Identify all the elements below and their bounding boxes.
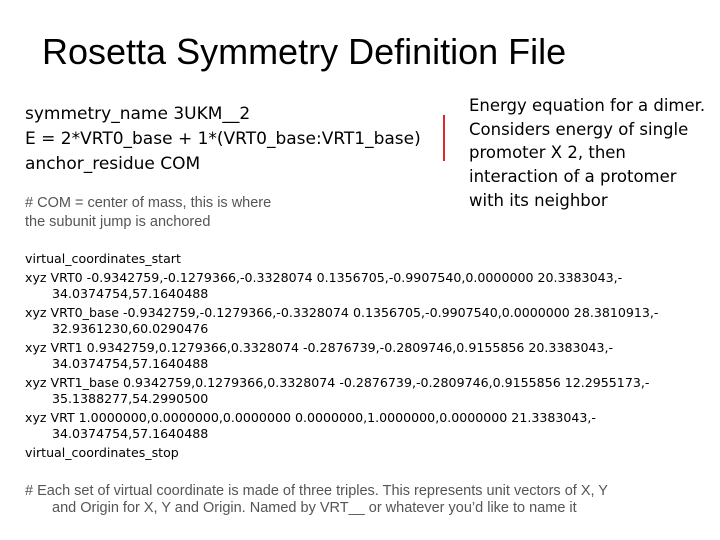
comment-line: and Origin for X, Y and Origin. Named by VRT__ or whatever you’d like to name it xyxy=(52,499,577,516)
coord-entry-line: xyz VRT0 -0.9342759,-0.1279366,-0.3328074 0.1356705,-0.9907540,0.0000000 20.3383043,- xyxy=(25,270,623,285)
coord-entry-line: xyz VRT0_base -0.9342759,-0.1279366,-0.3328074 0.1356705,-0.9907540,0.0000000 28.3810913,- xyxy=(25,305,659,320)
coord-entry-vrt1-base xyxy=(25,375,715,407)
coord-entry-continuation: 34.0374754,57.1640488 xyxy=(52,356,209,371)
symmetry-name-line: symmetry_name 3UKM__2 xyxy=(25,104,251,124)
slide-title: Rosetta Symmetry Definition File xyxy=(42,31,567,72)
coords-stop-line: virtual_coordinates_stop xyxy=(25,445,179,460)
coord-entry-continuation: 32.9361230,60.0290476 xyxy=(52,321,209,336)
annotation-divider xyxy=(443,115,445,161)
coord-entry-line: xyz VRT1 0.9342759,0.1279366,0.3328074 -0.2876739,-0.2809746,0.9155856 20.3383043,- xyxy=(25,340,614,355)
coord-entry-continuation: 34.0374754,57.1640488 xyxy=(52,286,209,301)
coord-entry-line: xyz VRT1_base 0.9342759,0.1279366,0.3328074 -0.2876739,-0.2809746,0.9155856 12.2955173,- xyxy=(25,375,650,390)
annotation-line: interaction of a protomer xyxy=(469,167,677,187)
coord-entry-continuation: 34.0374754,57.1640488 xyxy=(52,426,209,441)
coord-entry-vrt0-base xyxy=(25,305,715,337)
annotation-line: Considers energy of single xyxy=(469,119,689,139)
coord-entry-vrt xyxy=(25,410,715,442)
comment-line: the subunit jump is anchored xyxy=(25,213,211,230)
coords-start-line: virtual_coordinates_start xyxy=(25,251,181,266)
com-comment xyxy=(25,194,271,231)
annotation-line: with its neighbor xyxy=(469,190,608,210)
comment-line: # COM = center of mass, this is where xyxy=(25,195,272,211)
virtual-coordinates-block xyxy=(25,251,715,461)
coord-entry-vrt1 xyxy=(25,340,715,372)
comment-line: # Each set of virtual coordinate is made of three triples. This represents unit vectors of X, Y xyxy=(25,483,608,499)
coord-entry-continuation: 35.1388277,54.2990500 xyxy=(52,391,209,406)
symmetry-header-block xyxy=(25,102,421,177)
energy-equation-line: E = 2*VRT0_base + 1*(VRT0_base:VRT1_base) xyxy=(25,129,421,149)
annotation-line: promoter X 2, then xyxy=(469,143,626,163)
coord-entry-line: xyz VRT 1.0000000,0.0000000,0.0000000 0.0000000,1.0000000,0.0000000 21.3383043,- xyxy=(25,410,596,425)
triples-comment xyxy=(25,483,715,516)
anchor-residue-line: anchor_residue COM xyxy=(25,154,201,174)
annotation-line: Energy equation for a dimer. xyxy=(469,96,706,115)
energy-annotation xyxy=(469,94,714,213)
coord-entry-vrt0 xyxy=(25,270,715,302)
